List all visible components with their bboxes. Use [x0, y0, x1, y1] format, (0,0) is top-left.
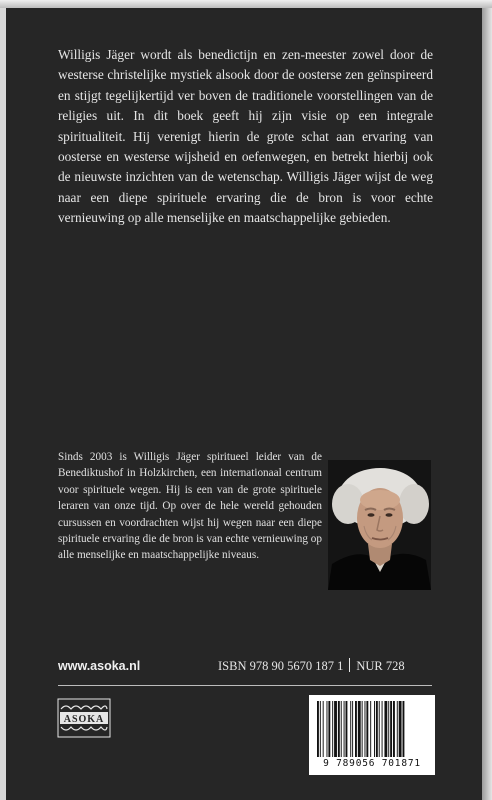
barcode-number: 9 789056 701871	[323, 758, 421, 769]
barcode-bar	[334, 701, 337, 757]
cover-spine-edge	[482, 8, 492, 800]
barcode-bar	[399, 701, 402, 757]
barcode-bar	[390, 701, 392, 757]
barcode-bar	[379, 701, 380, 757]
isbn-number: ISBN 978 90 5670 187 1	[218, 659, 344, 673]
book-blurb: Willigis Jäger wordt als benedictijn en zen-meester zowel door de westerse christelijke mystiek alsook door de oosterse zen geïnspireerd en stijgt tegelijkertijd ver boven de traditionele voorstellingen van de religies uit. In dit boek geeft hij zijn visie op een integrale spiritualiteit. Hij verenigt hierin de grote schat aan ervaring van oosterse en westerse wijsheid en oefenwegen, en betrekt hierbij ook de nieuwste inzichten van de wetenschap. Willigis Jäger wijst de weg naar een diepe spirituele ervaring die de bron is voor echte vernieuwing op alle menselijke en maatschappelijke gebieden.	[58, 47, 433, 226]
isbn-separator	[349, 658, 350, 672]
logo-wordmark: ASOKA	[63, 714, 105, 725]
author-bio: Sinds 2003 is Willigis Jäger spiritueel leider van de Benediktushof in Holzkirchen, een internationaal centrum voor spirituele wegen. Hij is een van de grote spirituele leraren van onze tijd. Op over de hele wereld gehouden cursussen en voordrachten wijst hij wegen naar een diepe spirituele ervaring die de bron is van echte vernieuwing op alle menselijke en maatschappelijke niveaus.	[58, 451, 322, 562]
footer-divider	[58, 685, 432, 686]
barcode-bar	[338, 701, 340, 757]
barcode-bar	[366, 701, 368, 757]
barcode-bar	[323, 701, 324, 757]
barcode-bar	[365, 701, 366, 757]
barcode-bar	[317, 701, 319, 757]
barcode-bar	[346, 701, 348, 757]
barcode-bar	[355, 701, 357, 757]
barcode-bar	[393, 701, 395, 757]
barcode-bar	[327, 701, 328, 757]
asoka-logo	[57, 697, 111, 739]
barcode-bar	[397, 701, 398, 757]
barcode-bar	[403, 701, 405, 757]
barcode-bar	[370, 701, 371, 757]
barcode-bar	[332, 701, 333, 757]
barcode-bar	[382, 701, 383, 757]
author-photo	[328, 460, 431, 590]
isbn-line	[218, 658, 405, 674]
cover-top-edge	[0, 0, 492, 8]
barcode	[309, 695, 435, 775]
nur-code: NUR 728	[356, 659, 405, 673]
barcode-bar	[362, 701, 363, 757]
barcode-bar	[344, 701, 345, 757]
barcode-bar	[384, 701, 387, 757]
publisher-website: www.asoka.nl	[58, 659, 141, 673]
barcode-bar	[350, 701, 351, 757]
barcode-bar	[358, 701, 361, 757]
barcode-bar	[352, 701, 353, 757]
barcode-bar	[320, 701, 321, 757]
barcode-bar	[374, 701, 375, 757]
barcode-bar	[388, 701, 389, 757]
barcode-bar	[328, 701, 330, 757]
barcode-bar	[341, 701, 342, 757]
barcode-bar	[376, 701, 378, 757]
barcode-bars	[317, 701, 427, 759]
